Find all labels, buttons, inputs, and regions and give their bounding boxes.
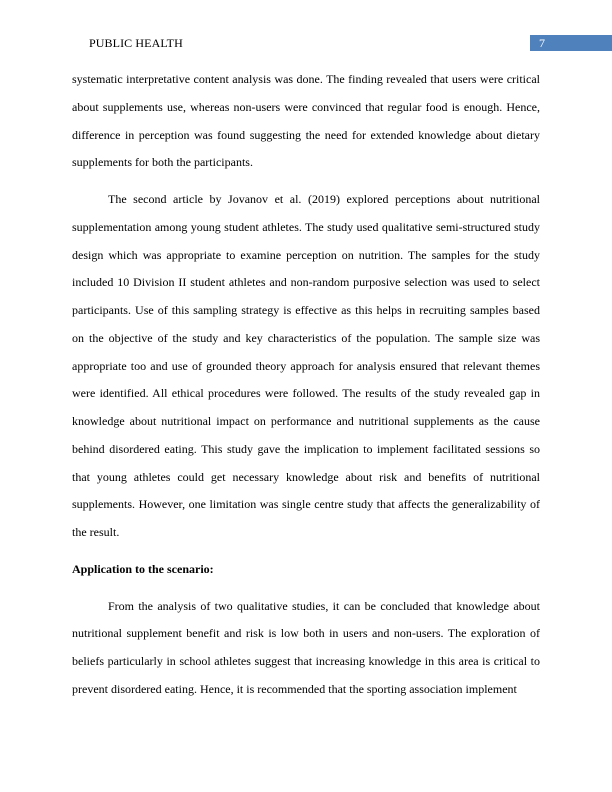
page-number-badge (530, 35, 612, 51)
section-heading-application: Application to the scenario: (72, 561, 214, 576)
paragraph-continuation: systematic interpretative content analysis was done. The finding revealed that users were critical about supplements use, whereas non-users were convinced that regular food is enough. Hence, difference in perception was found suggesting the need for extended knowledge about dietary supplements for both the participants. (72, 72, 540, 170)
document-body (72, 66, 540, 704)
page-number: 7 (539, 36, 545, 50)
paragraph-second-article: The second article by Jovanov et al. (2019) explored perceptions about nutritional supplementation among young student athletes. The study used qualitative semi-structured study design which was appropriate to examine perception on nutrition. The samples for the study included 10 Division II student athletes and non-random purposive selection was used to select participants. Use of this sampling strategy is effective as this helps in recruiting samples based on the objective of the study and key characteristics of the population. The sample size was appropriate too and use of grounded theory approach for analysis ensured that relevant themes were identified. All ethical procedures were followed. The results of the study revealed gap in knowledge about nutritional impact on performance and nutritional supplements as the cause behind disordered eating. This study gave the implication to implement facilitated sessions so that young athletes could get necessary knowledge about risk and benefits of nutritional supplements. However, one limitation was single centre study that affects the generalizability of the result. (72, 192, 540, 539)
running-header-title: PUBLIC HEALTH (89, 36, 183, 50)
paragraph-application: From the analysis of two qualitative studies, it can be concluded that knowledge about nutritional supplement benefit and risk is low both in users and non-users. The exploration of beliefs particularly in school athletes suggest that increasing knowledge in this area is critical to prevent disordered eating. Hence, it is recommended that the sporting association implement (72, 598, 540, 696)
